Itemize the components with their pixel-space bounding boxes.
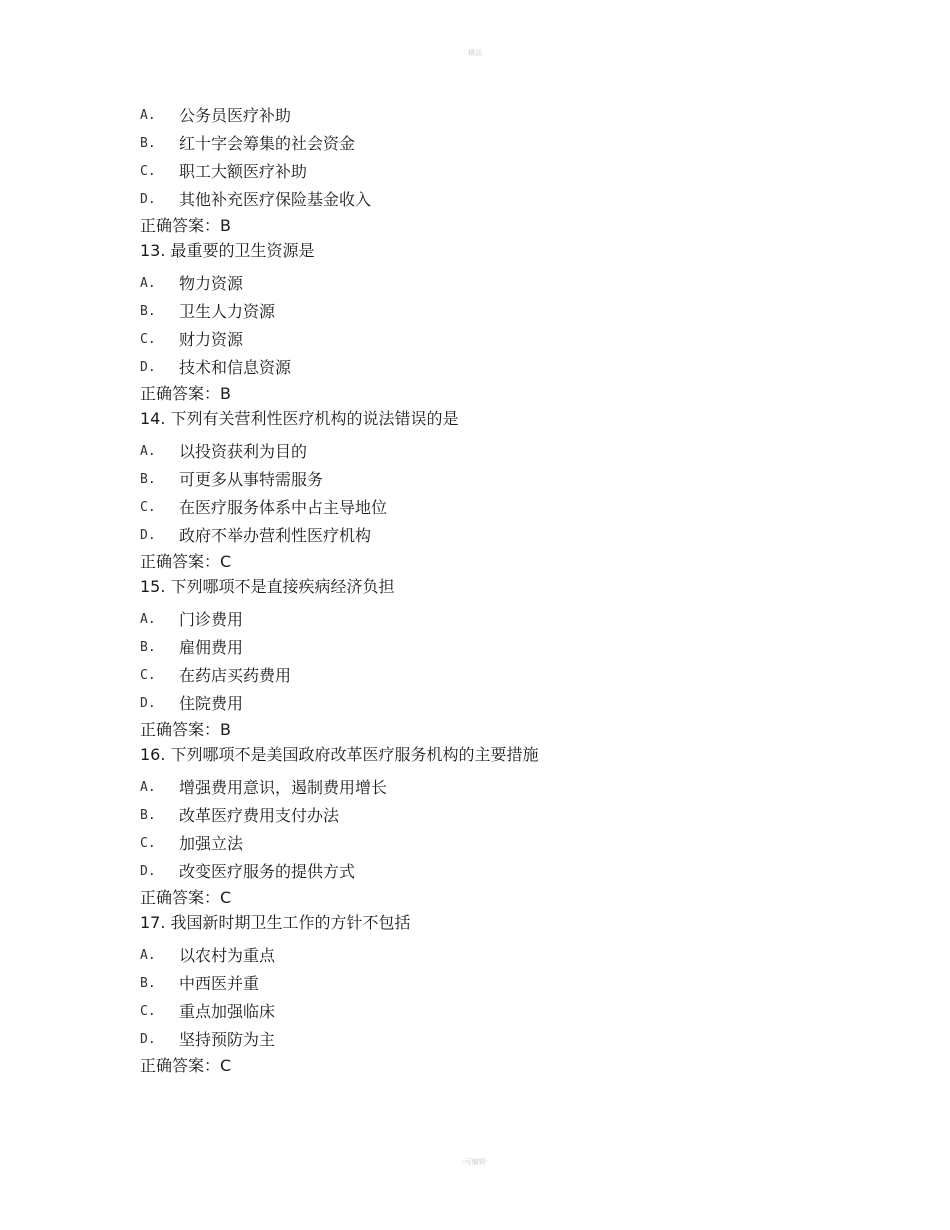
option-text: 技术和信息资源	[179, 358, 292, 377]
option-letter: A.	[140, 444, 156, 459]
correct-answer: 正确答案：C	[140, 1056, 232, 1075]
option-letter: B.	[140, 808, 156, 823]
option-letter: D.	[140, 864, 156, 879]
option-text: 在医疗服务体系中占主导地位	[179, 498, 388, 517]
question-block	[140, 238, 840, 406]
option-letter: D.	[140, 1032, 156, 1047]
question-text: 14. 下列有关营利性医疗机构的说法错误的是	[140, 409, 459, 428]
question-block	[140, 406, 840, 574]
answer-option	[140, 970, 840, 998]
answer-option	[140, 858, 840, 886]
answer-option	[140, 606, 840, 634]
option-letter: D.	[140, 192, 156, 207]
answer-option	[140, 466, 840, 494]
option-letter: B.	[140, 472, 156, 487]
correct-answer: 正确答案：C	[140, 888, 232, 907]
option-letter: C.	[140, 668, 156, 683]
header-watermark: 精品	[468, 49, 482, 57]
question-list	[140, 102, 840, 1078]
question-text: 16. 下列哪项不是美国政府改革医疗服务机构的主要措施	[140, 745, 539, 764]
option-text: 以投资获利为目的	[179, 442, 308, 461]
option-text: 加强立法	[179, 834, 244, 853]
option-text: 在药店买药费用	[179, 666, 292, 685]
answer-option	[140, 158, 840, 186]
question-block	[140, 910, 840, 1078]
option-letter: B.	[140, 640, 156, 655]
option-text: 改革医疗费用支付办法	[179, 806, 340, 825]
option-letter: A.	[140, 780, 156, 795]
option-text: 改变医疗服务的提供方式	[179, 862, 356, 881]
answer-option	[140, 1026, 840, 1054]
answer-option	[140, 690, 840, 718]
answer-option	[140, 186, 840, 214]
option-letter: C.	[140, 1004, 156, 1019]
option-text: 物力资源	[179, 274, 244, 293]
question-block	[140, 742, 840, 910]
option-letter: A.	[140, 108, 156, 123]
answer-option	[140, 438, 840, 466]
answer-option	[140, 830, 840, 858]
option-text: 坚持预防为主	[179, 1030, 276, 1049]
option-letter: A.	[140, 612, 156, 627]
correct-answer: 正确答案：B	[140, 216, 231, 235]
answer-option	[140, 130, 840, 158]
option-text: 增强费用意识，遏制费用增长	[179, 778, 388, 797]
option-text: 政府不举办营利性医疗机构	[179, 526, 372, 545]
option-letter: D.	[140, 696, 156, 711]
question-text: 15. 下列哪项不是直接疾病经济负担	[140, 577, 395, 596]
option-letter: C.	[140, 836, 156, 851]
correct-answer: 正确答案：B	[140, 384, 231, 403]
option-text: 公务员医疗补助	[179, 106, 292, 125]
option-text: 以农村为重点	[179, 946, 276, 965]
option-text: 门诊费用	[179, 610, 244, 629]
option-letter: B.	[140, 136, 156, 151]
answer-option	[140, 634, 840, 662]
question-text: 13. 最重要的卫生资源是	[140, 241, 315, 260]
option-letter: A.	[140, 948, 156, 963]
answer-option	[140, 298, 840, 326]
option-text: 雇佣费用	[179, 638, 244, 657]
option-text: 红十字会筹集的社会资金	[179, 134, 356, 153]
answer-option	[140, 494, 840, 522]
option-letter: C.	[140, 164, 156, 179]
option-letter: A.	[140, 276, 156, 291]
question-block	[140, 574, 840, 742]
option-text: 重点加强临床	[179, 1002, 276, 1021]
option-text: 住院费用	[179, 694, 244, 713]
answer-option	[140, 662, 840, 690]
answer-option	[140, 998, 840, 1026]
answer-option	[140, 942, 840, 970]
answer-option	[140, 802, 840, 830]
option-text: 中西医并重	[179, 974, 260, 993]
option-text: 可更多从事特需服务	[179, 470, 324, 489]
option-text: 职工大额医疗补助	[179, 162, 308, 181]
option-text: 其他补充医疗保险基金收入	[179, 190, 372, 209]
answer-option	[140, 522, 840, 550]
correct-answer: 正确答案：B	[140, 720, 231, 739]
answer-option	[140, 270, 840, 298]
question-text: 17. 我国新时期卫生工作的方针不包括	[140, 913, 411, 932]
correct-answer: 正确答案：C	[140, 552, 232, 571]
footer-watermark: -可编辑-	[461, 1158, 489, 1166]
question-block	[140, 102, 840, 238]
option-letter: C.	[140, 500, 156, 515]
answer-option	[140, 774, 840, 802]
option-text: 卫生人力资源	[179, 302, 276, 321]
answer-option	[140, 102, 840, 130]
answer-option	[140, 354, 840, 382]
option-letter: D.	[140, 528, 156, 543]
answer-option	[140, 326, 840, 354]
option-letter: B.	[140, 304, 156, 319]
option-letter: C.	[140, 332, 156, 347]
option-letter: D.	[140, 360, 156, 375]
option-letter: B.	[140, 976, 156, 991]
option-text: 财力资源	[179, 330, 244, 349]
